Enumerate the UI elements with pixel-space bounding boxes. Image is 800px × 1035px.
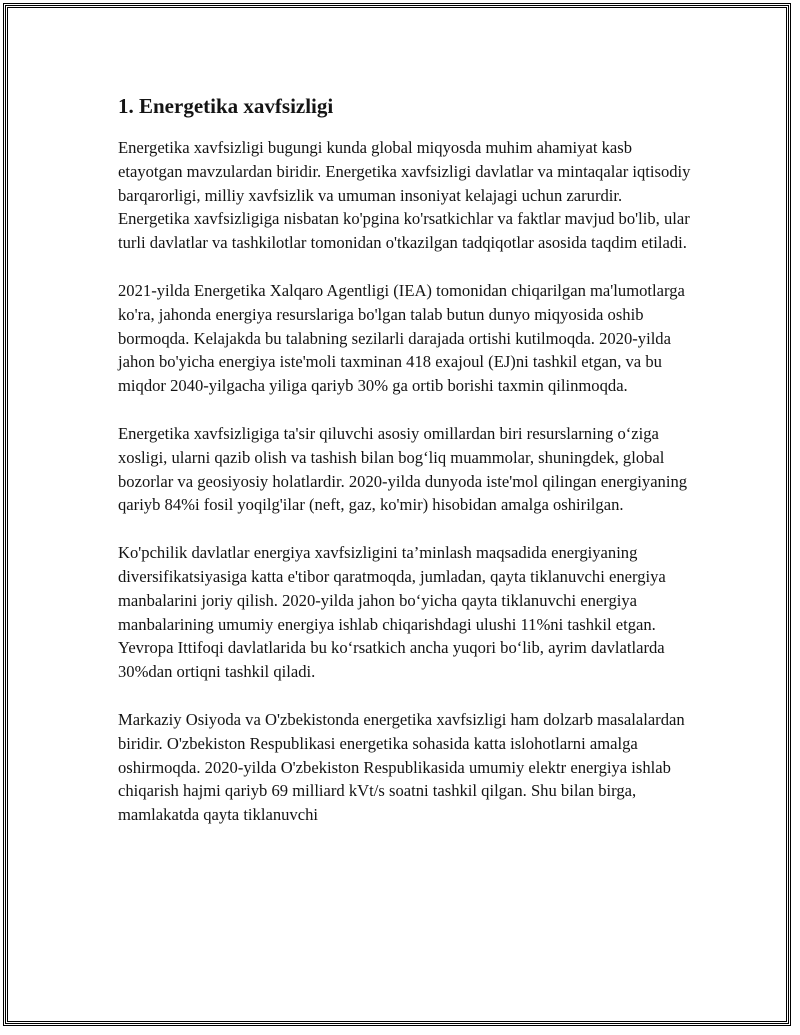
paragraph-intro: Energetika xavfsizligi bugungi kunda global miqyosda muhim ahamiyat kasb etayotgan mavzulardan biridir. Energetika xavfsizligi davlatlar va mintaqalar iqtisodiy barqarorligi, milliy xavfsizlik va umuman insoniyat kelajagi uchun zarurdir. Energetika xavfsizligiga nisbatan ko'pgina ko'rsatkichlar va faktlar mavjud bo'lib, ular turli davlatlar va tashkilotlar tomonidan o'tkazilgan tadqiqotlar asosida taqdim etiladi. xyxy=(118,138,691,253)
paragraph-uzbekistan: Markaziy Osiyoda va O'zbekistonda energetika xavfsizligi ham dolzarb masalalardan biridir. O'zbekiston Respublikasi energetika sohasida katta islohotlarni amalga oshirmoqda. 2020-yilda O'zbekiston Respublikasida umumiy elektr energiya ishlab chiqarish hajmi qariyb 69 milliard kVt/s soatni tashkil qilgan. Shu bilan birga, mamlakatda qayta tiklanuvchi xyxy=(118,709,685,825)
document-body xyxy=(118,92,693,851)
paragraph-renewables: Ko'pchilik davlatlar energiya xavfsizligini ta’minlash maqsadida energiyaning diversifikatsiyasiga katta e'tibor qaratmoqda, jumladan, qayta tiklanuvchi energiya manbalarini joriy qilish. 2020-yilda jahon bo‘yicha qayta tiklanuvchi energiya manbalarining umumiy energiya ishlab chiqarishdagi ulushi 11%ni tashkil etgan. Yevropa Ittifoqi davlatlarida bu ko‘rsatkich ancha yuqori bo‘lib, ayrim davlatlarda 30%dan ortiqni tashkil qiladi. xyxy=(118,543,666,682)
paragraph-fossil-fuels: Energetika xavfsizligiga ta'sir qiluvchi asosiy omillardan biri resurslarning o‘ziga xosligi, ularni qazib olish va tashish bilan bog‘liq muammolar, shuningdek, global bozorlar va geosiyosiy holatlardir. 2020-yilda dunyoda iste'mol qilingan energiyaning qariyb 84%i fosil yoqilg'ilar (neft, gaz, ko'mir) hisobidan amalga oshirilgan. xyxy=(118,423,688,515)
paragraph-iea-demand: 2021-yilda Energetika Xalqaro Agentligi (IEA) tomonidan chiqarilgan ma'lumotlarga ko'ra, jahonda energiya resurslariga bo'lgan talab butun dunyo miqyosida oshib bormoqda. Kelajakda bu talabning sezilarli darajada ortishi kutilmoqda. 2020-yilda jahon bo'yicha energiya iste'moli taxminan 418 exajoul (EJ)ni tashkil etgan, va bu miqdor 2040-yilgacha yiliga qariyb 30% ga ortib borishi taxmin qilinmoqda. xyxy=(118,280,685,396)
section-heading: 1. Energetika xavfsizligi xyxy=(118,94,334,118)
